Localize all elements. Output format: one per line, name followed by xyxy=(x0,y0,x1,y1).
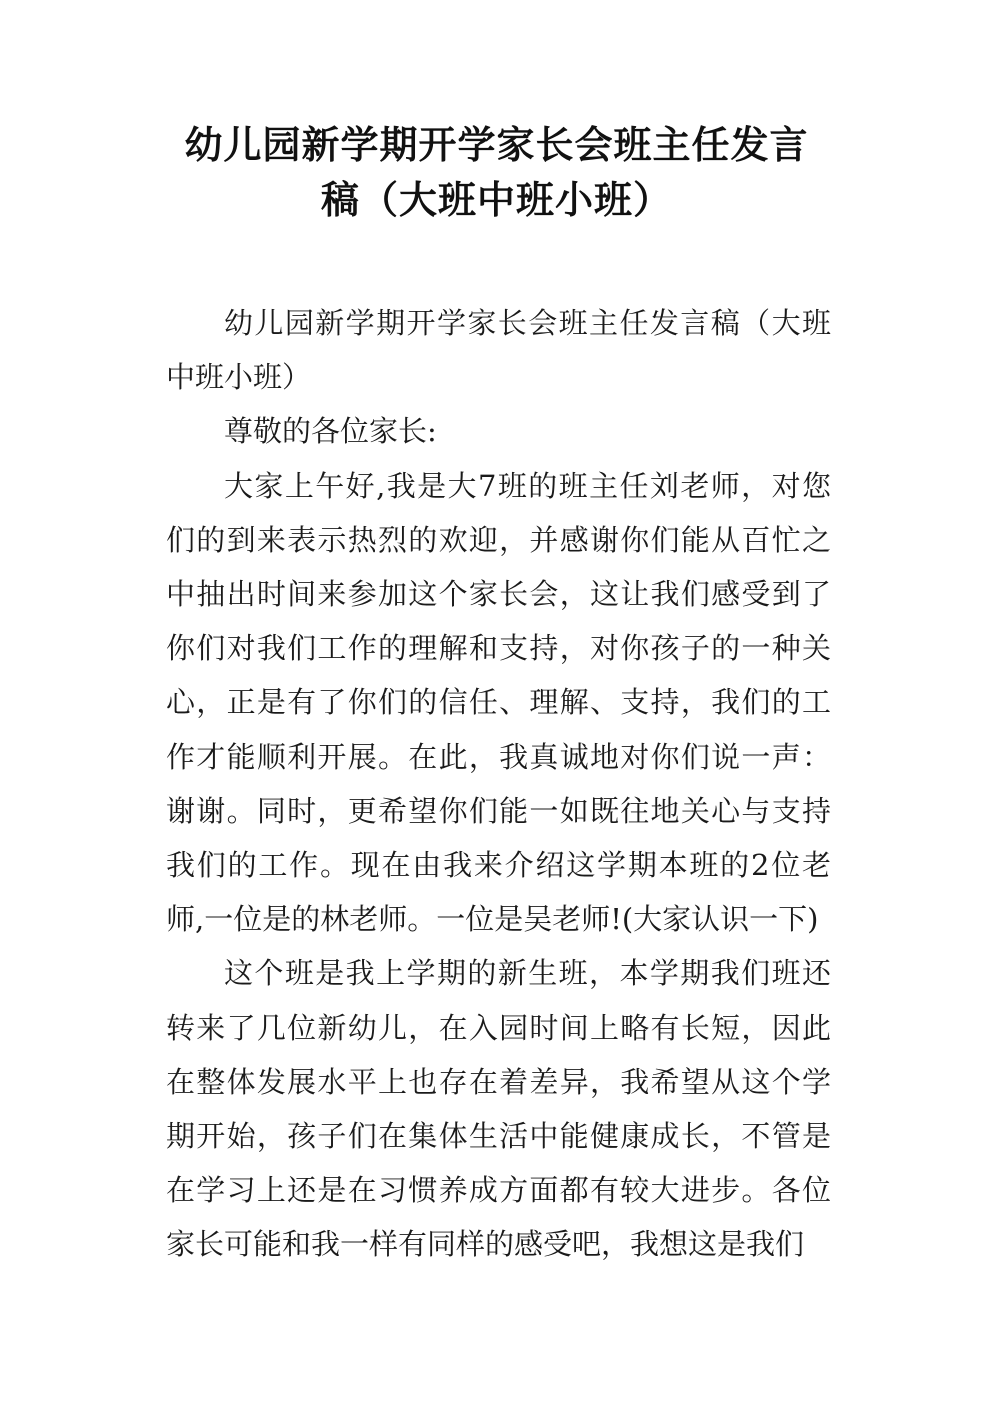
paragraph-class-intro: 这个班是我上学期的新生班，本学期我们班还转来了几位新幼儿，在入园时间上略有长短，因此在整体发展水平上也存在着差异，我希望从这个学期开始，孩子们在集体生活中能健康成长，不管是在学习上还是在习惯养成方面都有较大进步。各位家长可能和我一样有同样的感受吧，我想这是我们 xyxy=(166,956,831,1262)
paragraph-salutation: 尊敬的各位家长: xyxy=(224,414,437,449)
paragraph-heading-repeat: 幼儿园新学期开学家长会班主任发言稿（大班中班小班） xyxy=(166,306,831,395)
title-line-2: 稿（大班中班小班） xyxy=(320,178,672,222)
document-body xyxy=(166,296,831,1272)
document-title xyxy=(120,118,873,228)
title-line-1: 幼儿园新学期开学家长会班主任发言 xyxy=(184,123,809,167)
paragraph-welcome: 大家上午好,我是大7班的班主任刘老师，对您们的到来表示热烈的欢迎，并感谢你们能从百忙之中抽出时间来参加这个家长会，这让我们感受到了你们对我们工作的理解和支持，对你孩子的一种关心，正是有了你们的信任、理解、支持，我们的工作才能顺利开展。在此，我真诚地对你们说一声：谢谢。同时，更希望你们能一如既往地关心与支持我们的工作。现在由我来介绍这学期本班的2位老师,一位是的林老师。一位是吴老师!(大家认识一下) xyxy=(166,468,831,937)
